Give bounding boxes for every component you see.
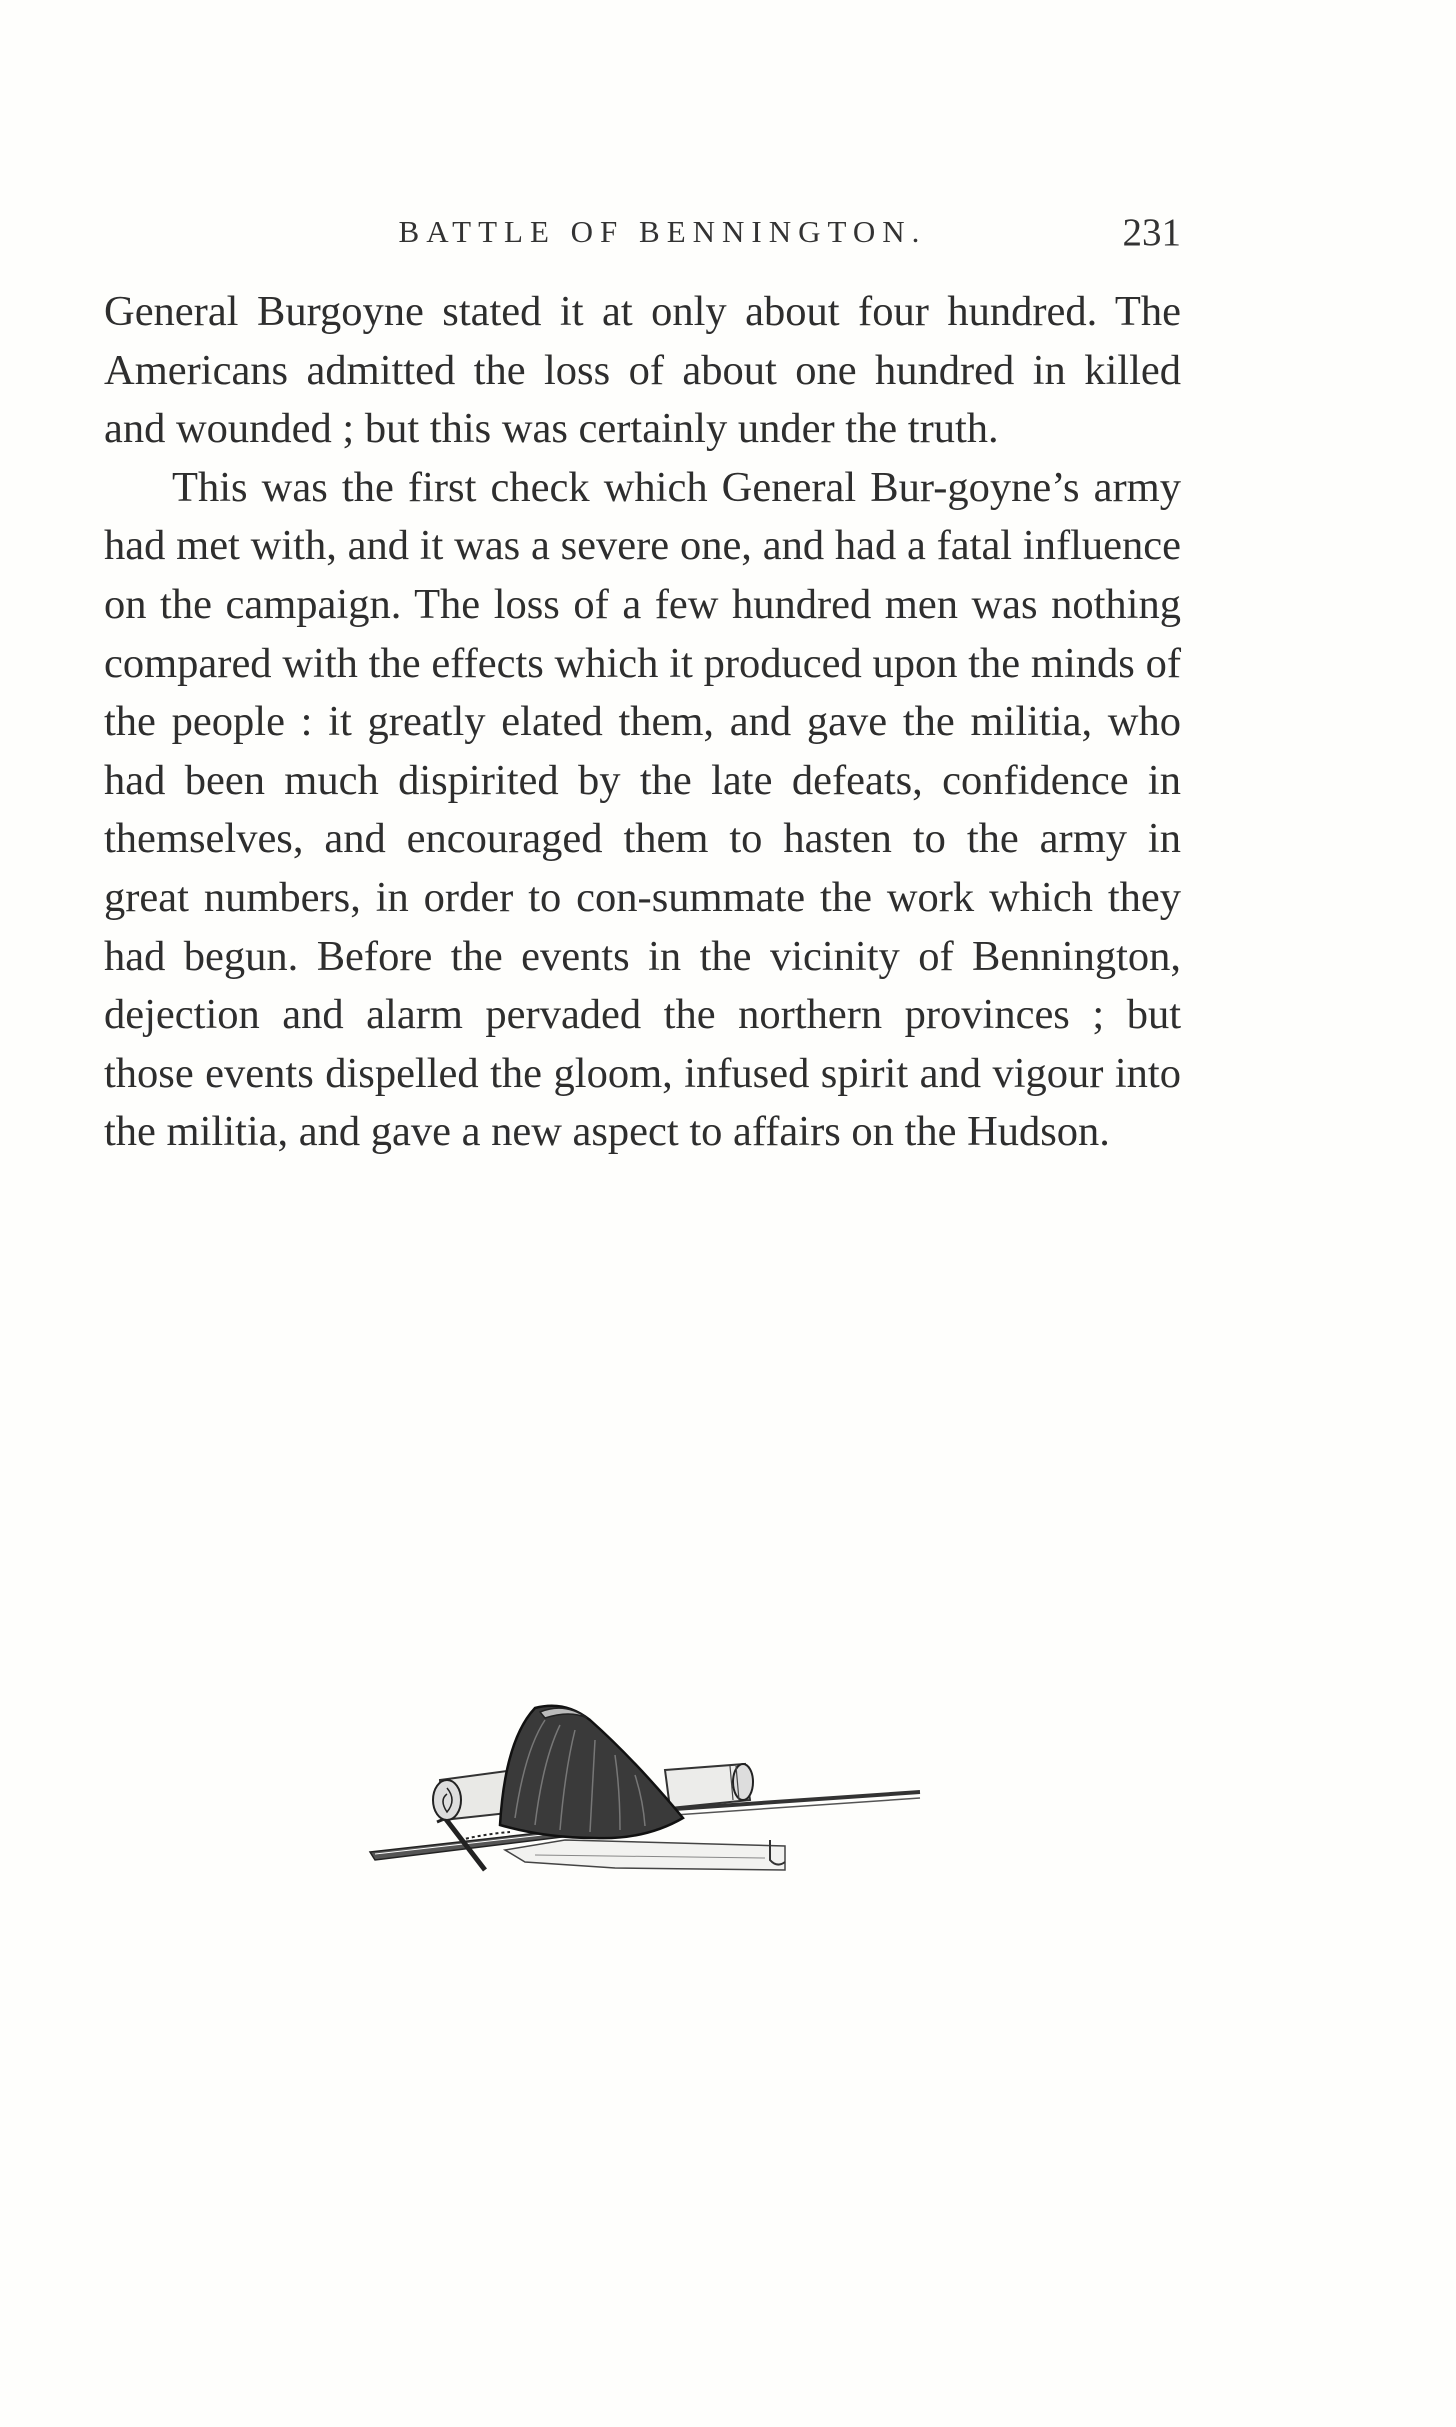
- body-text: [104, 283, 1181, 1162]
- running-head: [104, 210, 1181, 260]
- running-title: BATTLE OF BENNINGTON.: [398, 214, 927, 249]
- paragraph-2: This was the first check which General Bur-goyne’s army had met with, and it was a severe one, and had a fatal influence on the campaign. The loss of a few hundred men was nothing compared with the effects which it produced upon the minds of the people : it greatly elated them, and gave the militia, who had been much dispirited by the late defeats, confidence in themselves, and encouraged them to hasten to the army in great numbers, in order to con-summate the work which they had begun. Before the events in the vicinity of Bennington, dejection and alarm pervaded the northern provinces ; but those events dispelled the gloom, infused spirit and vigour into the militia, and gave a new aspect to affairs on the Hudson.: [104, 463, 1181, 1156]
- paragraph-1: General Burgoyne stated it at only about four hundred. The Americans admitted the loss of about one hundred in killed and wounded ; but this was certainly under the truth.: [104, 288, 1181, 453]
- page-number: 231: [1122, 211, 1181, 254]
- tailpiece-vignette-icon: [365, 1700, 925, 1890]
